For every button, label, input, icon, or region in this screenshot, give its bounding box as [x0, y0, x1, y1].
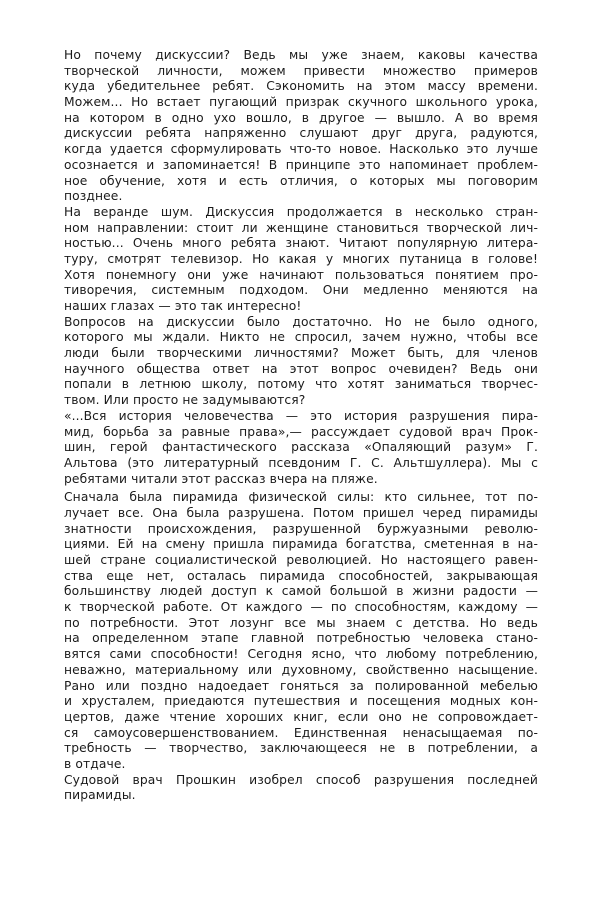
- text-line: люди были творческими личностями? Может быть, для членов: [64, 346, 538, 361]
- text-line: вятся сами способности! Сегодня ясно, что любому потреблению,: [64, 647, 538, 662]
- text-line: Рано или поздно надоедает гоняться за полированной мебелью: [64, 678, 538, 693]
- text-line: Альтова (это литературный псевдоним Г. С. Альтшуллера). Мы с: [64, 455, 538, 470]
- text-line: пирамиды.: [64, 788, 136, 803]
- text-line: позднее.: [64, 189, 123, 204]
- text-line: ребятами читали этот рассказ вчера на пляже.: [64, 471, 378, 486]
- text-line: мид, борьба за равные права»,— рассуждает судовой врач Прок-: [64, 424, 538, 439]
- text-line: наших глазах — это так интересно!: [64, 299, 302, 313]
- text-line: Но почему дискуссии? Ведь мы уже знаем, каковы качества: [64, 48, 538, 62]
- text-line: к творческой работе. От каждого — по способностям, каждому —: [64, 600, 538, 615]
- text-line: по потребности. Этот лозунг все мы знаем с детства. Но ведь: [64, 615, 538, 630]
- text-line: научного общества ответ на этот вопрос очевиден? Ведь они: [64, 361, 538, 376]
- text-line: осознается и запоминается! В принципе это напоминает проблем-: [64, 157, 538, 172]
- text-line: ном направлении: стоит ли женщине становиться творческой лич-: [64, 220, 538, 235]
- paragraph: [64, 490, 538, 772]
- text-line: «...Вся история человечества — это история разрушения пира-: [64, 408, 538, 423]
- paragraph: [64, 48, 538, 205]
- paragraph: [64, 205, 538, 315]
- text-line: на котором в одно ухо вошло, в другое — вышло. А во время: [64, 110, 538, 125]
- text-line: ностью... Очень много ребята знают. Читают популярную литера-: [64, 236, 538, 251]
- text-line: шей стране социалистической революцией. Но настоящего равен-: [64, 553, 538, 567]
- text-line: цертов, даже чтение хороших книг, если оно не сопровождает-: [64, 709, 538, 724]
- text-line: большинству людей доступ к самой большой в жизни радости —: [64, 584, 538, 599]
- text-line: На веранде шум. Дискуссия продолжается в несколько стран-: [64, 204, 538, 219]
- text-line: когда удается сформулировать что-то новое. Насколько это лучше: [64, 142, 538, 157]
- text-line: Вопросов на дискуссии было достаточно. Но не было одного,: [64, 314, 538, 329]
- text-line: твом. Или просто не задумываются?: [64, 393, 306, 408]
- text-line: дискуссии ребята напряженно слушают друг друга, радуются,: [64, 126, 538, 141]
- paragraph: [64, 315, 538, 409]
- text-line: творческой личности, можем привести множество примеров: [64, 63, 538, 78]
- text-line: Судовой врач Прошкин изобрел способ разрушения последней: [64, 772, 538, 787]
- text-line: куда убедительнее ребят. Сэкономить на этом массу времени.: [64, 79, 538, 94]
- text-line: неважно, материальному или духовному, свойственно насыщение.: [64, 662, 538, 677]
- text-line: ное обучение, хотя и есть отличия, о которых мы поговорим: [64, 173, 538, 188]
- text-line: туру, смотрят телевизор. Но какая у многих путаница в голове!: [64, 251, 538, 266]
- text-line: в отдаче.: [64, 756, 126, 771]
- text-line: шин, герой фантастического рассказа «Опаляющий разум» Г.: [64, 440, 538, 455]
- text-line: требность — творчество, заключающееся не в потреблении, а: [64, 741, 538, 756]
- text-line: тиворечия, системным подходом. Они медленно меняются на: [64, 283, 538, 298]
- text-line: которого мы ждали. Никто не спросил, зачем нужно, чтобы все: [64, 330, 538, 345]
- text-line: и хрусталем, приедаются путешествия и посещения модных кон-: [64, 694, 538, 709]
- paragraph: [64, 773, 538, 804]
- document-page: [64, 48, 538, 804]
- text-line: ся самоусовершенствованием. Единственная ненасыщаемая по-: [64, 725, 538, 740]
- text-line: ства еще нет, осталась пирамида способностей, закрывающая: [64, 568, 538, 583]
- text-line: Хотя понемногу они уже начинают пользоваться понятием про-: [64, 267, 538, 282]
- text-line: лучает все. Она была разрушена. Потом пришел черед пирамиды: [64, 505, 538, 520]
- text-line: Сначала была пирамида физической силы: кто сильнее, тот по-: [64, 490, 538, 505]
- text-line: на определенном этапе главной потребностью человека стано-: [64, 631, 538, 646]
- paragraph: [64, 409, 538, 487]
- text-line: знатности происхождения, разрушенной буржуазными револю-: [64, 521, 538, 536]
- text-line: Можем... Но встает пугающий призрак скучного школьного урока,: [64, 95, 538, 110]
- text-line: циями. Ей на смену пришла пирамида богатства, сметенная в на-: [64, 537, 538, 552]
- text-line: попали в летнюю школу, потому что хотят заниматься творчес-: [64, 377, 538, 392]
